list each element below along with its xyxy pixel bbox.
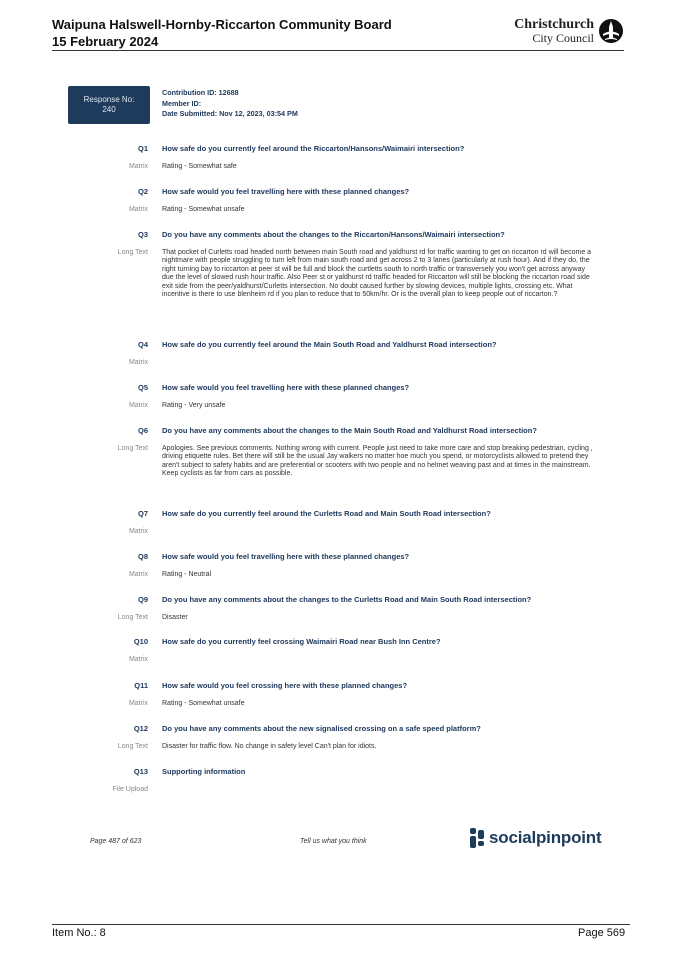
question-text: How safe would you feel travelling here with these planned changes? <box>162 187 410 196</box>
answer-text: Apologies. See previous comments. Nothing wrong with current. People just need to take more care and stop breaking pedestrian, cycling , driving etiquette rules. Bet there will still be the usual Jay walkers no matter hoe much you spend, or motorcyclists allowed to pretend they aren't subject to safety habits and are preferential or scooters with two people and no helmet weaving past and at times in the mainstream. Keep cyclists as far from cars as possible. <box>162 445 593 478</box>
answer-type: Matrix <box>128 571 148 578</box>
question-number: Q5 <box>137 383 148 392</box>
answer-text: That pocket of Curletts road headed north between main South road and yaldhurst rd for traffic wanting to get on riccarton rd will become a nightmare with people struggling to turn left from main south road and get across 2 to 3 lanes (particularly at rush hour). And if they do, the right turning bay to riccarton at peer st will be full and block the curtletts south to north traffic or transversely you won't get across anyway due the level of slowed rush hour traffic. Also Peer st or yaldhurst rd traffic headed for Riccarton will still be blocking the riccarton road side exit side from the peer/yaldhurst/Curletts intersection. No doubt caused further by slowing devices, multiple lights, crossing etc. What incentive is there to use blenheim rd if you plan to reduce that to 50km/hr. Or is the overall plan to keep people out of riccarton.? <box>162 249 592 299</box>
socialpinpoint-brand: socialpinpoint <box>489 828 602 847</box>
footer-tagline: Tell us what you think <box>300 838 367 845</box>
answer-type: Matrix <box>128 528 148 535</box>
answer-text: Disaster <box>162 614 188 621</box>
response-number-box <box>68 86 150 124</box>
question-text: How safe do you currently feel around the Main South Road and Yaldhurst Road intersection? <box>162 340 497 349</box>
answer-type: Matrix <box>128 700 148 707</box>
question-text: Do you have any comments about the changes to the Riccarton/Hansons/Waimairi intersection? <box>162 230 505 239</box>
contribution-id: Contribution ID: 12688 <box>162 88 239 97</box>
member-id: Member ID: <box>162 98 202 108</box>
question-text: Do you have any comments about the changes to the Main South Road and Yaldhurst Road intersection? <box>162 426 537 435</box>
question-number: Q1 <box>137 144 148 153</box>
answer-type: Matrix <box>128 656 148 663</box>
inner-page-number: Page 487 of 623 <box>90 838 142 845</box>
question-text: How safe do you currently feel crossing Waimairi Road near Bush Inn Centre? <box>162 637 441 646</box>
logo-line-1: Christchurch <box>514 16 594 32</box>
question-text: Do you have any comments about the new signalised crossing on a safe speed platform? <box>162 724 481 733</box>
response-meta <box>162 88 298 120</box>
question-number: Q8 <box>137 552 148 561</box>
answer-type: Long Text <box>117 445 148 452</box>
document-header <box>52 14 624 51</box>
answer-text: Disaster for traffic flow. No change in safety level Can't plan for idiots. <box>162 743 377 750</box>
answer-text: Rating - Somewhat unsafe <box>162 206 245 213</box>
question-text: How safe do you currently feel around the Curletts Road and Main South Road intersection? <box>162 509 491 518</box>
answer-type: Long Text <box>117 614 148 621</box>
answer-type: Matrix <box>128 402 148 409</box>
question-number: Q7 <box>137 509 148 518</box>
question-text: How safe do you currently feel around the Riccarton/Hansons/Waimairi intersection? <box>162 144 465 153</box>
question-number: Q13 <box>133 767 148 776</box>
date-submitted: Date Submitted: Nov 12, 2023, 03:54 PM <box>162 109 298 118</box>
question-number: Q3 <box>137 230 148 239</box>
page-number: Page 569 <box>578 927 626 939</box>
question-number: Q11 <box>134 681 148 690</box>
answer-text: Rating - Very unsafe <box>162 402 226 409</box>
question-number: Q4 <box>137 340 148 349</box>
answer-text: Rating - Neutral <box>162 571 212 578</box>
logo-line-2: City Council <box>532 30 594 45</box>
question-number: Q9 <box>137 595 148 604</box>
question-text: How safe would you feel crossing here with these planned changes? <box>162 681 408 690</box>
answer-type: Matrix <box>128 359 148 366</box>
answer-text: Rating - Somewhat unsafe <box>162 700 245 707</box>
answer-type: Long Text <box>117 743 148 750</box>
question-text: Supporting information <box>162 767 246 776</box>
question-number: Q2 <box>137 187 148 196</box>
question-number: Q6 <box>137 426 148 435</box>
question-text: How safe would you feel travelling here with these planned changes? <box>162 383 410 392</box>
response-number: 240 <box>102 105 116 114</box>
question-number: Q12 <box>133 724 148 733</box>
answer-text: Rating - Somewhat safe <box>162 163 237 170</box>
item-number: Item No.: 8 <box>52 927 106 939</box>
question-text: How safe would you feel travelling here with these planned changes? <box>162 552 410 561</box>
council-logo <box>514 16 624 46</box>
answer-type: File Upload <box>112 786 148 793</box>
christchurch-cathedral-icon <box>598 18 624 44</box>
socialpinpoint-logo <box>470 828 601 848</box>
answer-type: Matrix <box>128 206 148 213</box>
socialpinpoint-logo-icon <box>470 828 484 848</box>
document-title: Waipuna Halswell-Hornby-Riccarton Community Board <box>52 17 392 32</box>
response-label: Response No: <box>83 95 135 104</box>
answer-type: Matrix <box>128 163 148 170</box>
footer-divider <box>52 924 630 925</box>
question-number: Q10 <box>133 637 148 646</box>
document-date: 15 February 2024 <box>52 34 159 49</box>
question-text: Do you have any comments about the changes to the Curletts Road and Main South Road intersection? <box>162 595 532 604</box>
answer-type: Long Text <box>117 249 148 256</box>
